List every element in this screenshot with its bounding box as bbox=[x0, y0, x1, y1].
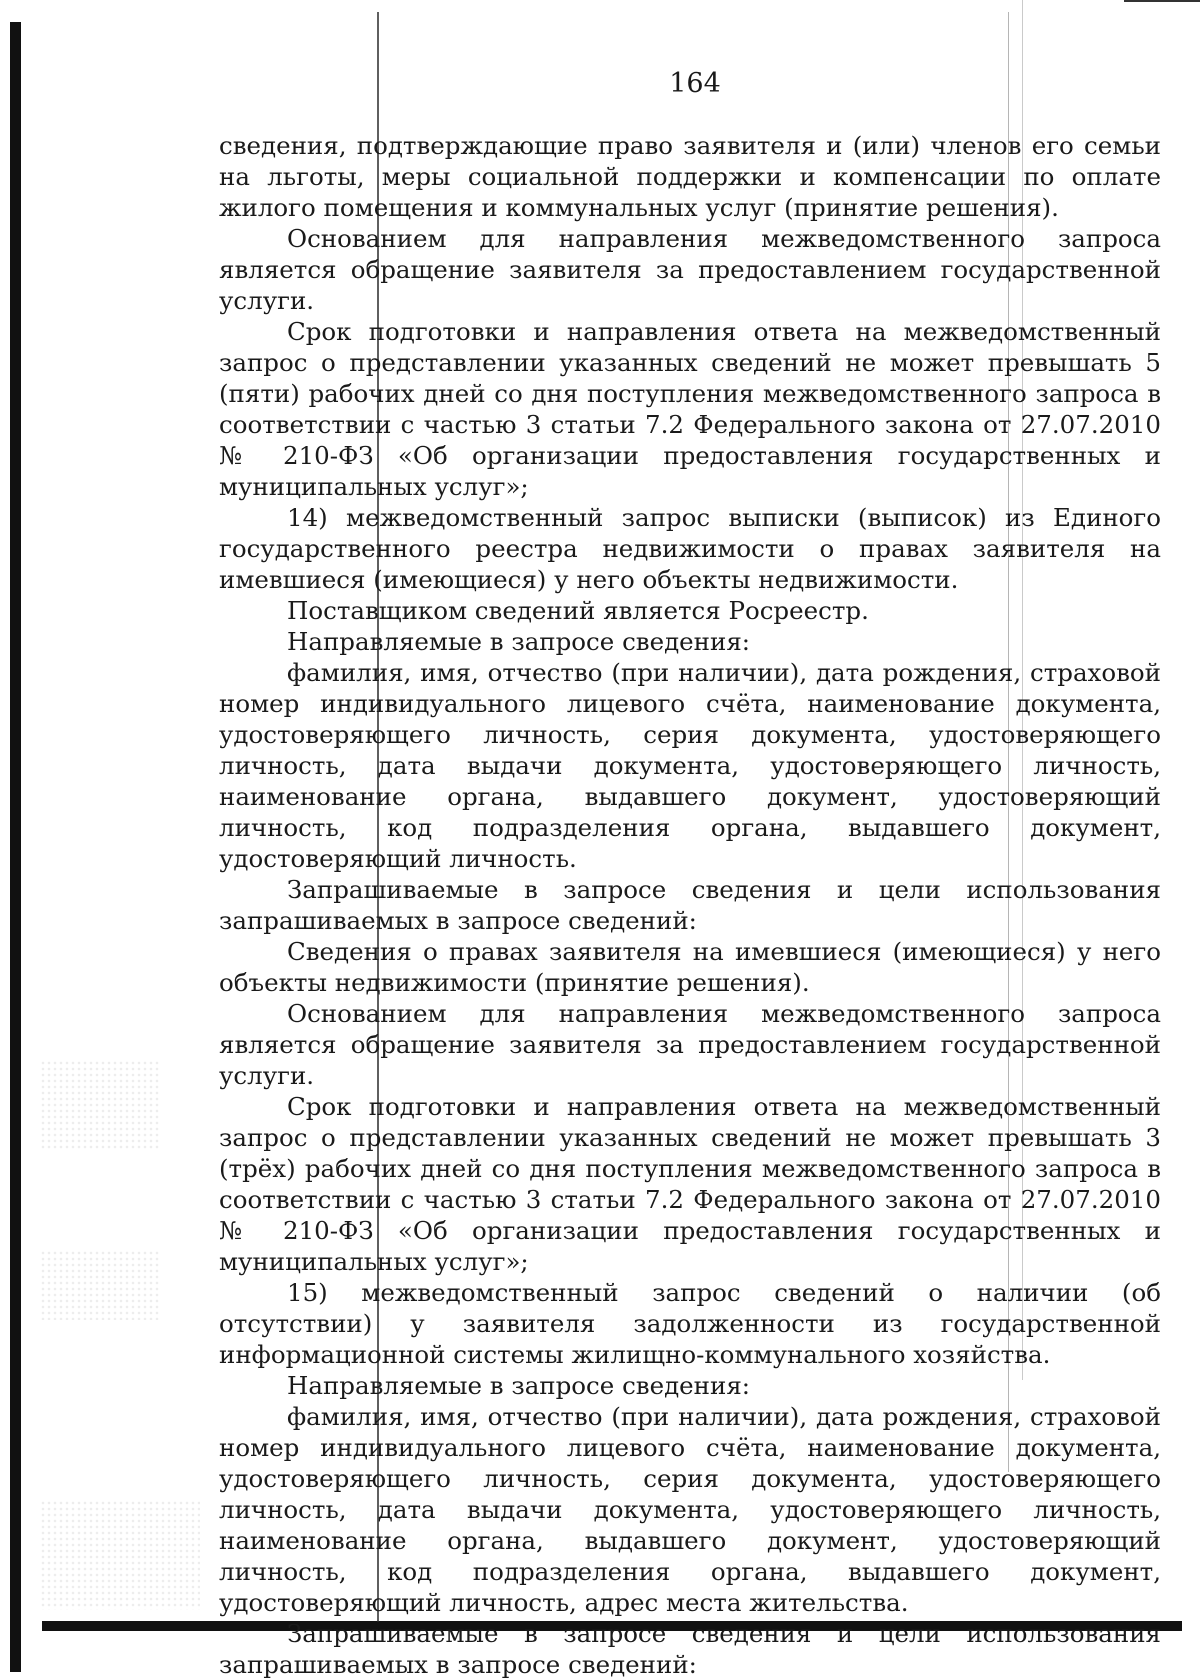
paragraph: фамилия, имя, отчество (при наличии), дата рождения, страховой номер индивидуального лицевого счёта, наименование документа, удостоверяющего личность, серия документа, удостоверяющего личность, дата выдачи документа, удостоверяющего личность, наименование органа, выдавшего документ, удостоверяющий личность, код подразделения органа, выдавшего документ, удостоверяющий личность, адрес места жительства. bbox=[219, 1402, 1161, 1617]
paragraph: Направляемые в запросе сведения: bbox=[287, 627, 751, 656]
paragraph: Срок подготовки и направления ответа на межведомственный запрос о представлении указанных сведений не может превышать 3 (трёх) рабочих дней со дня поступления межведомственного запроса в соответствии с частью 3 статьи 7.2 Федерального закона от 27.07.2010 № 210-ФЗ «Об организации предоставления государственных и муниципальных услуг»; bbox=[219, 1092, 1161, 1276]
scan-edge-top bbox=[1124, 0, 1200, 2]
scan-edge-left bbox=[10, 22, 21, 1672]
scan-noise bbox=[40, 1250, 160, 1320]
paragraph: фамилия, имя, отчество (при наличии), дата рождения, страховой номер индивидуального лицевого счёта, наименование документа, удостоверяющего личность, серия документа, удостоверяющего личность, дата выдачи документа, удостоверяющего личность, наименование органа, выдавшего документ, удостоверяющий личность, код подразделения органа, выдавшего документ, удостоверяющий личность. bbox=[219, 658, 1161, 873]
paragraph: Запрашиваемые в запросе сведения и цели использования запрашиваемых в запросе сведений: bbox=[219, 1619, 1161, 1679]
scan-noise bbox=[40, 1500, 200, 1610]
page-number: 164 bbox=[669, 68, 721, 99]
paragraph: 14) межведомственный запрос выписки (выписок) из Единого государственного реестра недвижимости о правах заявителя на имевшиеся (имеющиеся) у него объекты недвижимости. bbox=[219, 503, 1161, 594]
paragraph: Основанием для направления межведомственного запроса является обращение заявителя за предоставлением государственной услуги. bbox=[219, 224, 1161, 315]
paragraph: Направляемые в запросе сведения: bbox=[287, 1371, 751, 1400]
paragraph: Основанием для направления межведомственного запроса является обращение заявителя за предоставлением государственной услуги. bbox=[219, 999, 1161, 1090]
paragraph: Запрашиваемые в запросе сведения и цели использования запрашиваемых в запросе сведений: bbox=[219, 875, 1161, 935]
paragraph: Поставщиком сведений является Росреестр. bbox=[287, 596, 869, 625]
paragraph: Срок подготовки и направления ответа на межведомственный запрос о представлении указанных сведений не может превышать 5 (пяти) рабочих дней со дня поступления межведомственного запроса в соответствии с частью 3 статьи 7.2 Федерального закона от 27.07.2010 № 210-ФЗ «Об организации предоставления государственных и муниципальных услуг»; bbox=[219, 317, 1161, 501]
paragraph: сведения, подтверждающие право заявителя и (или) членов его семьи на льготы, меры социальной поддержки и компенсации по оплате жилого помещения и коммунальных услуг (принятие решения). bbox=[219, 131, 1161, 222]
paragraph: Сведения о правах заявителя на имевшиеся (имеющиеся) у него объекты недвижимости (принятие решения). bbox=[219, 937, 1161, 997]
scan-noise bbox=[40, 1060, 160, 1150]
paragraph: 15) межведомственный запрос сведений о наличии (об отсутствии) у заявителя задолженности из государственной информационной системы жилищно-коммунального хозяйства. bbox=[219, 1278, 1161, 1369]
document-body bbox=[219, 130, 1161, 1680]
